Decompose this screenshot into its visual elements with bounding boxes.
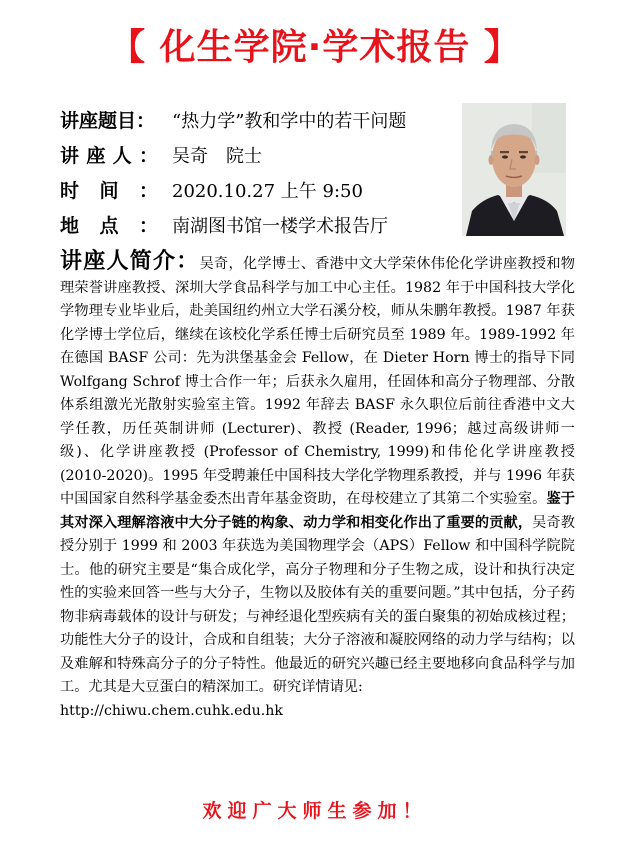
time-label-char: 间 (99, 180, 119, 202)
bio-text: 吴奇，化学博士、香港中文大学荣休伟伦化学讲座教授和物理荣誉讲座教授、深圳大学食品科学与加工中心主任。1982 年于中国科技大学化学物理专业毕业后，赴美国纽约州立大学石溪分校，师从朱鹏年教授。1987 年获化学博士学位后，继续在该校化学系任博士后研究员至 1989 年。1989-1992 年在德国 BASF 公司：先为洪堡基金会 Fellow，在 Dieter Horn 博士的指导下同 Wolfgang Schrof 博士合作一年；后获永久雇用，任固体和高分子物理部、分散体系组激光光散射实验室主管。1992 年辞去 BASF 永久职位后前往香港中文大学任教，历任英制讲师 (Lecturer)、教授 (Reader, 1996；越过高级讲师一级)、化学讲座教授 (Professor of Chemistry, 1999)和伟伦化学讲座教授(2010-2020)。1995 年受聘兼任中国科技大学化学物理系教授，并与 1996 年获中国国家自然科学基金委杰出青年基金资助，在母校建立了其第二个实验室。 (60, 256, 575, 507)
speaker-label-char: 座 (86, 145, 106, 167)
time-label (60, 176, 158, 203)
page-title: 【 化生学院·学术报告 】 (109, 27, 521, 68)
speaker-label-colon: ： (138, 145, 158, 167)
place-row (60, 207, 406, 242)
place-label-char: 地 (60, 215, 80, 237)
time-label-char: 时 (60, 180, 80, 202)
speaker-value: 吴奇 院士 (172, 145, 262, 167)
lecture-info (60, 102, 406, 242)
speaker-label (60, 141, 158, 168)
place-label (60, 211, 158, 238)
speaker-portrait-image (462, 103, 566, 236)
time-value: 2020.10.27 上午 9:50 (172, 180, 363, 202)
topic-row (60, 102, 406, 137)
place-label-char: 点 (99, 215, 119, 237)
place-label-colon: ： (138, 215, 158, 237)
research-link[interactable]: http://chiwu.chem.cuhk.edu.hk (60, 702, 284, 719)
topic-value: “热力学”教和学中的若干问题 (172, 110, 407, 132)
speaker-label-char: 人 (112, 145, 132, 167)
bio-heading: 讲座人简介： (60, 249, 200, 274)
place-value: 南湖图书馆一楼学术报告厅 (172, 215, 388, 237)
bio-highlight: 鉴于其对深入理解溶液中大分子链的构象、动力学和相变化作出了重要的贡献， (60, 491, 575, 531)
time-row (60, 172, 406, 207)
time-label-colon: ： (138, 180, 158, 202)
welcome-banner: 欢迎广大师生参加！ (202, 800, 428, 822)
speaker-label-char: 讲 (60, 145, 80, 167)
speaker-row (60, 137, 406, 172)
bio-text-continued: 吴奇教授分别于 1999 和 2003 年获选为美国物理学会（APS）Fellow 和中国科学院院士。他的研究主要是“集合成化学，高分子物理和分子生物之成，设计和执行决定性的实验来回答一些与大分子，生物以及胶体有关的重要问题。”其中包括，分子药物非病毒载体的设计与研发；与神经退化型疾病有关的蛋白聚集的初始成核过程；功能性大分子的设计，合成和自组装；大分子溶液和凝胶网络的动力学与结构；以及难解和特殊高分子的分子特性。他最近的研究兴趣已经主要地移向食品科学与加工。尤其是大豆蛋白的精深加工。研究详情请见: (60, 514, 575, 695)
topic-label: 讲座题目： (60, 110, 156, 132)
speaker-bio (60, 250, 575, 723)
speaker-photo (462, 103, 566, 236)
